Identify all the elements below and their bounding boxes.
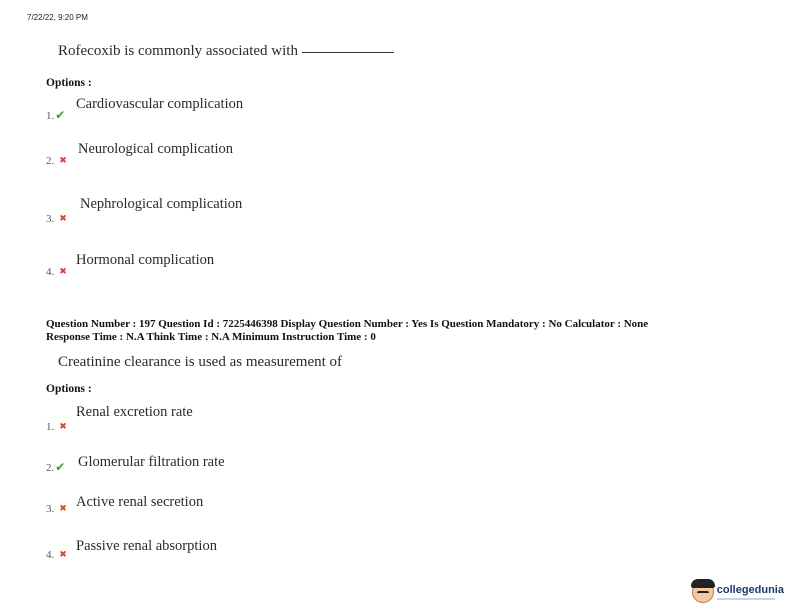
mascot-face-icon — [692, 581, 714, 603]
wrong-cross-icon: ✖ — [59, 214, 67, 224]
question-2-option-3-marker — [46, 503, 67, 515]
option-number: 1. — [46, 110, 55, 122]
option-number: 3. — [46, 213, 55, 225]
question-2-option-1-marker — [46, 421, 67, 433]
option-number: 4. — [46, 549, 55, 561]
question-1-option-1-text: Cardiovascular complication — [76, 96, 244, 112]
logo-text: collegedunia — [716, 583, 784, 596]
question-2-meta-line-2: Response Time : N.A Think Time : N.A Minimum Instruction Time : 0 — [46, 331, 376, 343]
logo-wordmark — [717, 585, 784, 600]
question-1-options-label: Options : — [46, 77, 92, 89]
wrong-cross-icon: ✖ — [59, 422, 67, 432]
question-2-meta-line-1: Question Number : 197 Question Id : 7225446398 Display Question Number : Yes Is Question Mandatory : No Calculator : None — [46, 318, 649, 330]
wrong-cross-icon: ✖ — [59, 156, 67, 166]
question-2-option-1-text: Renal excretion rate — [76, 404, 193, 420]
option-number: 2. — [46, 462, 55, 474]
question-2-option-4-text: Passive renal absorption — [76, 538, 217, 554]
wrong-cross-icon: ✖ — [59, 267, 67, 277]
question-1-option-4-marker — [46, 266, 67, 278]
print-timestamp: 7/22/22, 9:20 PM — [27, 13, 88, 22]
question-1-option-1-marker — [46, 108, 65, 122]
option-number: 4. — [46, 266, 55, 278]
correct-check-icon: ✔ — [55, 108, 66, 122]
logo-tagline-bar — [717, 598, 775, 600]
question-2-option-2-marker — [46, 460, 65, 474]
question-1-option-2-text: Neurological complication — [78, 141, 234, 157]
question-1-option-4-text: Hormonal complication — [76, 252, 215, 268]
question-1-text — [58, 43, 394, 60]
question-2-options-label: Options : — [46, 383, 92, 395]
question-1-option-2-marker — [46, 155, 67, 167]
answer-blank — [302, 52, 394, 53]
question-2-option-2-text: Glomerular filtration rate — [78, 454, 225, 470]
question-2-option-3-text: Active renal secretion — [76, 494, 204, 510]
question-1-option-3-marker — [46, 213, 67, 225]
option-number: 2. — [46, 155, 55, 167]
question-1-stem: Rofecoxib is commonly associated with — [58, 43, 298, 59]
question-1-option-3-text: Nephrological complication — [80, 196, 243, 212]
collegedunia-logo — [692, 581, 784, 603]
question-2-meta — [46, 318, 648, 344]
option-number: 1. — [46, 421, 55, 433]
option-number: 3. — [46, 503, 55, 515]
correct-check-icon: ✔ — [55, 460, 66, 474]
wrong-cross-icon: ✖ — [59, 550, 67, 560]
wrong-cross-icon: ✖ — [59, 504, 67, 514]
question-2-option-4-marker — [46, 549, 67, 561]
question-2-text: Creatinine clearance is used as measurement of — [58, 354, 343, 370]
